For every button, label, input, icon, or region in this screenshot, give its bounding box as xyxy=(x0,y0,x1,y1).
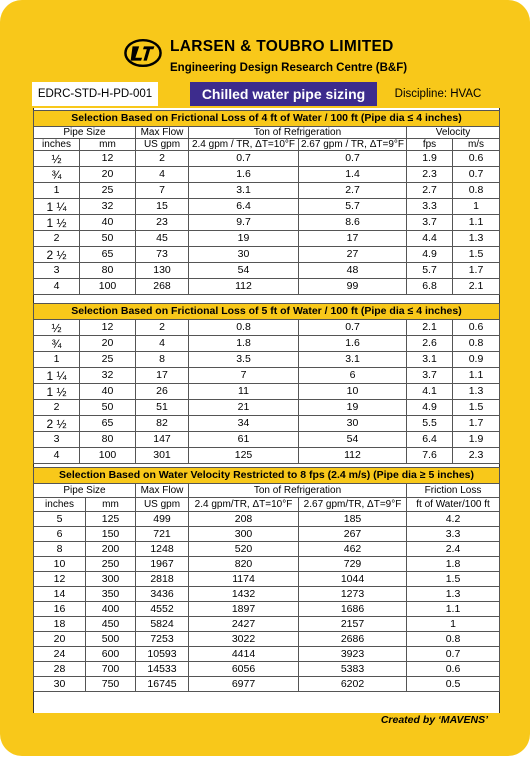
table-cell: 6.8 xyxy=(407,279,453,295)
table-cell: 20 xyxy=(80,336,136,352)
table-cell: 4.9 xyxy=(407,400,453,416)
table-row xyxy=(34,602,500,617)
table-cell: 1.9 xyxy=(453,432,500,448)
table-cell: 3.5 xyxy=(189,352,299,368)
document-code: EDRC-STD-H-PD-001 xyxy=(32,82,158,106)
table-cell: 0.7 xyxy=(453,167,500,183)
table-cell: 10 xyxy=(299,384,407,400)
table-cell: 6056 xyxy=(189,662,299,677)
table-cell: 100 xyxy=(80,279,136,295)
unit-header: US gpm xyxy=(136,139,189,151)
table-cell: 729 xyxy=(299,557,407,572)
section-title: Selection Based on Frictional Loss of 4 ft of Water / 100 ft (Pipe dia ≤ 4 inches) xyxy=(34,111,500,127)
table-cell: 462 xyxy=(299,542,407,557)
table-row xyxy=(34,352,500,368)
table-cell: 6202 xyxy=(299,677,407,692)
table-cell: 2 xyxy=(34,231,80,247)
lt-logo-icon xyxy=(124,38,162,68)
table-cell: 28 xyxy=(34,662,86,677)
table-cell: 54 xyxy=(189,263,299,279)
table-cell: 4552 xyxy=(136,602,189,617)
table-cell: 185 xyxy=(299,512,407,527)
table-cell: 3.3 xyxy=(407,527,500,542)
table-cell: 20 xyxy=(80,167,136,183)
table-cell: 268 xyxy=(136,279,189,295)
header xyxy=(0,34,530,84)
section-title: Selection Based on Water Velocity Restricted to 8 fps (2.4 m/s) (Pipe dia ≥ 5 inches) xyxy=(34,468,500,484)
table-cell: 8.6 xyxy=(299,215,407,231)
table-cell: 3.3 xyxy=(407,199,453,215)
table-row xyxy=(34,151,500,167)
table-cell: 250 xyxy=(86,557,136,572)
table-section-1 xyxy=(33,110,500,295)
table-cell: 0.7 xyxy=(299,320,407,336)
section-title: Selection Based on Frictional Loss of 5 ft of Water / 100 ft (Pipe dia ≤ 4 inches) xyxy=(34,304,500,320)
centre-name: Engineering Design Research Centre (B&F) xyxy=(170,62,408,74)
table-cell: 30 xyxy=(189,247,299,263)
table-cell: 520 xyxy=(189,542,299,557)
table-row xyxy=(34,183,500,199)
table-cell: 1.5 xyxy=(407,572,500,587)
table-cell: 2.6 xyxy=(407,336,453,352)
table-cell: 350 xyxy=(86,587,136,602)
table-cell: 3.1 xyxy=(299,352,407,368)
table-cell: 4414 xyxy=(189,647,299,662)
table-cell: 400 xyxy=(86,602,136,617)
table-row xyxy=(34,400,500,416)
discipline: Discipline: HVAC xyxy=(394,88,482,100)
table-cell: 30 xyxy=(299,416,407,432)
table-cell: 8 xyxy=(136,352,189,368)
header-ton-of-refrigeration: Ton of Refrigeration xyxy=(189,484,407,498)
header-friction-loss: Friction Loss xyxy=(407,484,500,498)
header-pipe-size: Pipe Size xyxy=(34,127,136,139)
table-cell: 6.4 xyxy=(407,432,453,448)
table-cell: 6.4 xyxy=(189,199,299,215)
unit-header: 2.4 gpm/TR, ΔT=10°F xyxy=(189,498,299,512)
table-cell: 1686 xyxy=(299,602,407,617)
table-cell: 1.1 xyxy=(453,368,500,384)
table-cell: 1.3 xyxy=(453,384,500,400)
table-cell: 4 xyxy=(34,279,80,295)
table-cell: 27 xyxy=(299,247,407,263)
table-cell: 50 xyxy=(80,400,136,416)
table-cell: 82 xyxy=(136,416,189,432)
table-cell: 2 ½ xyxy=(34,247,80,263)
table-cell: 7 xyxy=(189,368,299,384)
table-cell: 200 xyxy=(86,542,136,557)
unit-header: mm xyxy=(86,498,136,512)
table-cell: 1.9 xyxy=(407,151,453,167)
table-cell: 112 xyxy=(189,279,299,295)
table-cell: 7253 xyxy=(136,632,189,647)
table-cell: 65 xyxy=(80,247,136,263)
table-cell: 12 xyxy=(34,572,86,587)
table-row xyxy=(34,167,500,183)
table-cell: 2.3 xyxy=(453,448,500,464)
unit-header: mm xyxy=(80,139,136,151)
table-cell: 14 xyxy=(34,587,86,602)
table-cell: 1 xyxy=(34,183,80,199)
header-max-flow: Max Flow xyxy=(136,484,189,498)
table-cell: 34 xyxy=(189,416,299,432)
table-cell: 1174 xyxy=(189,572,299,587)
unit-header: ft of Water/100 ft xyxy=(407,498,500,512)
table-cell: 5.7 xyxy=(299,199,407,215)
table-cell: 9.7 xyxy=(189,215,299,231)
table-row xyxy=(34,677,500,692)
table-cell: 4 xyxy=(136,167,189,183)
unit-header: 2.4 gpm / TR, ΔT=10°F xyxy=(189,139,299,151)
table-row xyxy=(34,199,500,215)
table-cell: 3436 xyxy=(136,587,189,602)
table-cell: ¾ xyxy=(34,167,80,183)
table-cell: 3022 xyxy=(189,632,299,647)
table-cell: 1.5 xyxy=(453,247,500,263)
table-cell: 3 xyxy=(34,263,80,279)
table-cell: ½ xyxy=(34,151,80,167)
title-band xyxy=(32,82,498,106)
table-row xyxy=(34,263,500,279)
table-cell: 1967 xyxy=(136,557,189,572)
table-cell: 2 xyxy=(136,320,189,336)
table-row xyxy=(34,416,500,432)
table-row xyxy=(34,448,500,464)
unit-header: inches xyxy=(34,139,80,151)
table-cell: 450 xyxy=(86,617,136,632)
table-cell: 1 ¼ xyxy=(34,368,80,384)
table-row xyxy=(34,587,500,602)
table-cell: 1.3 xyxy=(453,231,500,247)
table-cell: 3 xyxy=(34,432,80,448)
table-cell: 50 xyxy=(80,231,136,247)
table-cell: 0.8 xyxy=(453,336,500,352)
table-cell: 1 ½ xyxy=(34,215,80,231)
unit-header: fps xyxy=(407,139,453,151)
table-cell: 0.6 xyxy=(453,151,500,167)
table-cell: 15 xyxy=(136,199,189,215)
table-cell: 1 xyxy=(407,617,500,632)
table-cell: 700 xyxy=(86,662,136,677)
table-cell: 0.7 xyxy=(407,647,500,662)
table-cell: 1.7 xyxy=(453,263,500,279)
table-cell: 45 xyxy=(136,231,189,247)
table-row xyxy=(34,368,500,384)
table-cell: 32 xyxy=(80,199,136,215)
table-cell: 130 xyxy=(136,263,189,279)
table-cell: 80 xyxy=(80,263,136,279)
table-cell: 3.1 xyxy=(189,183,299,199)
table-cell: 73 xyxy=(136,247,189,263)
table-cell: 32 xyxy=(80,368,136,384)
table-row xyxy=(34,512,500,527)
table-cell: 0.7 xyxy=(299,151,407,167)
table-cell: 150 xyxy=(86,527,136,542)
table-cell: 500 xyxy=(86,632,136,647)
table-row xyxy=(34,384,500,400)
unit-header: inches xyxy=(34,498,86,512)
table-cell: 1 ¼ xyxy=(34,199,80,215)
table-row xyxy=(34,247,500,263)
table-cell: 10 xyxy=(34,557,86,572)
table-cell: 2.7 xyxy=(299,183,407,199)
table-cell: 30 xyxy=(34,677,86,692)
unit-header: 2.67 gpm/TR, ΔT=9°F xyxy=(299,498,407,512)
table-cell: 1044 xyxy=(299,572,407,587)
table-cell: ½ xyxy=(34,320,80,336)
table-cell: 5383 xyxy=(299,662,407,677)
table-cell: 2 ½ xyxy=(34,416,80,432)
table-cell: 17 xyxy=(299,231,407,247)
table-cell: 16 xyxy=(34,602,86,617)
table-cell: 499 xyxy=(136,512,189,527)
table-cell: 1.1 xyxy=(407,602,500,617)
table-cell: 4 xyxy=(34,448,80,464)
table-cell: 65 xyxy=(80,416,136,432)
table-cell: 11 xyxy=(189,384,299,400)
table-cell: 1.5 xyxy=(453,400,500,416)
table-cell: 300 xyxy=(189,527,299,542)
table-cell: 1.8 xyxy=(189,336,299,352)
table-cell: 2157 xyxy=(299,617,407,632)
table-cell: 20 xyxy=(34,632,86,647)
table-cell: 14533 xyxy=(136,662,189,677)
table-cell: 19 xyxy=(299,400,407,416)
table-cell: 4.9 xyxy=(407,247,453,263)
table-cell: 1 xyxy=(453,199,500,215)
table-cell: 208 xyxy=(189,512,299,527)
table-cell: 5.7 xyxy=(407,263,453,279)
table-cell: 125 xyxy=(189,448,299,464)
table-row xyxy=(34,215,500,231)
table-cell: 5824 xyxy=(136,617,189,632)
table-cell: 10593 xyxy=(136,647,189,662)
table-row xyxy=(34,617,500,632)
table-cell: 5.5 xyxy=(407,416,453,432)
table-cell: 19 xyxy=(189,231,299,247)
table-cell: 1.7 xyxy=(453,416,500,432)
table-cell: 18 xyxy=(34,617,86,632)
table-cell: 2818 xyxy=(136,572,189,587)
table-cell: 0.9 xyxy=(453,352,500,368)
table-cell: 2.1 xyxy=(407,320,453,336)
table-cell: 99 xyxy=(299,279,407,295)
table-cell: 12 xyxy=(80,151,136,167)
table-cell: 25 xyxy=(80,352,136,368)
table-cell: 17 xyxy=(136,368,189,384)
table-cell: 100 xyxy=(80,448,136,464)
table-cell: 0.6 xyxy=(407,662,500,677)
table-row xyxy=(34,662,500,677)
table-row xyxy=(34,336,500,352)
table-cell: 8 xyxy=(34,542,86,557)
table-cell: 1432 xyxy=(189,587,299,602)
table-cell: 750 xyxy=(86,677,136,692)
table-cell: 5 xyxy=(34,512,86,527)
table-cell: 4.2 xyxy=(407,512,500,527)
header-ton-of-refrigeration: Ton of Refrigeration xyxy=(189,127,407,139)
table-cell: ¾ xyxy=(34,336,80,352)
table-cell: 3.1 xyxy=(407,352,453,368)
table-row xyxy=(34,557,500,572)
table-cell: 25 xyxy=(80,183,136,199)
table-cell: 0.8 xyxy=(407,632,500,647)
header-velocity: Velocity xyxy=(407,127,500,139)
table-cell: 2.3 xyxy=(407,167,453,183)
table-cell: 51 xyxy=(136,400,189,416)
table-row xyxy=(34,231,500,247)
table-row xyxy=(34,632,500,647)
table-row xyxy=(34,432,500,448)
table-cell: 2427 xyxy=(189,617,299,632)
table-cell: 112 xyxy=(299,448,407,464)
table-cell: 21 xyxy=(189,400,299,416)
table-cell: 600 xyxy=(86,647,136,662)
table-cell: 1897 xyxy=(189,602,299,617)
table-row xyxy=(34,320,500,336)
table-cell: 40 xyxy=(80,215,136,231)
credit-line: Created by ‘MAVENS’ xyxy=(380,714,488,726)
table-cell: 1.8 xyxy=(407,557,500,572)
table-cell: 2.7 xyxy=(407,183,453,199)
table-cell: 61 xyxy=(189,432,299,448)
table-cell: 6977 xyxy=(189,677,299,692)
table-cell: 40 xyxy=(80,384,136,400)
table-cell: 26 xyxy=(136,384,189,400)
table-row xyxy=(34,527,500,542)
table-cell: 1248 xyxy=(136,542,189,557)
table-cell: 0.8 xyxy=(189,320,299,336)
table-cell: 300 xyxy=(86,572,136,587)
table-cell: 0.5 xyxy=(407,677,500,692)
table-cell: 0.8 xyxy=(453,183,500,199)
table-cell: 1.6 xyxy=(299,336,407,352)
table-section-2 xyxy=(33,303,500,464)
table-cell: 1.3 xyxy=(407,587,500,602)
unit-header: US gpm xyxy=(136,498,189,512)
header-max-flow: Max Flow xyxy=(136,127,189,139)
table-row xyxy=(34,279,500,295)
table-cell: 2686 xyxy=(299,632,407,647)
table-cell: 80 xyxy=(80,432,136,448)
table-cell: 1.6 xyxy=(189,167,299,183)
table-cell: 2.1 xyxy=(453,279,500,295)
table-row xyxy=(34,572,500,587)
table-cell: 1.1 xyxy=(453,215,500,231)
table-cell: 1.4 xyxy=(299,167,407,183)
table-cell: 125 xyxy=(86,512,136,527)
table-cell: 24 xyxy=(34,647,86,662)
table-row xyxy=(34,647,500,662)
header-pipe-size: Pipe Size xyxy=(34,484,136,498)
table-cell: 1 ½ xyxy=(34,384,80,400)
table-cell: 147 xyxy=(136,432,189,448)
table-cell: 721 xyxy=(136,527,189,542)
table-cell: 54 xyxy=(299,432,407,448)
table-cell: 6 xyxy=(299,368,407,384)
table-cell: 4 xyxy=(136,336,189,352)
table-cell: 1273 xyxy=(299,587,407,602)
table-cell: 0.6 xyxy=(453,320,500,336)
table-cell: 16745 xyxy=(136,677,189,692)
table-cell: 7 xyxy=(136,183,189,199)
unit-header: m/s xyxy=(453,139,500,151)
table-cell: 3.7 xyxy=(407,368,453,384)
table-cell: 7.6 xyxy=(407,448,453,464)
table-cell: 3.7 xyxy=(407,215,453,231)
table-cell: 48 xyxy=(299,263,407,279)
document-title: Chilled water pipe sizing xyxy=(190,82,377,106)
table-section-3 xyxy=(33,467,500,692)
table-cell: 3923 xyxy=(299,647,407,662)
table-cell: 23 xyxy=(136,215,189,231)
unit-header: 2.67 gpm / TR, ΔT=9°F xyxy=(299,139,407,151)
table-cell: 267 xyxy=(299,527,407,542)
table-cell: 2 xyxy=(136,151,189,167)
table-cell: 6 xyxy=(34,527,86,542)
table-row xyxy=(34,542,500,557)
table-cell: 820 xyxy=(189,557,299,572)
table-cell: 301 xyxy=(136,448,189,464)
table-cell: 4.4 xyxy=(407,231,453,247)
table-cell: 1 xyxy=(34,352,80,368)
company-name: LARSEN & TOUBRO LIMITED xyxy=(170,38,394,55)
table-cell: 0.7 xyxy=(189,151,299,167)
table-cell: 2 xyxy=(34,400,80,416)
table-cell: 4.1 xyxy=(407,384,453,400)
table-cell: 12 xyxy=(80,320,136,336)
table-cell: 2.4 xyxy=(407,542,500,557)
